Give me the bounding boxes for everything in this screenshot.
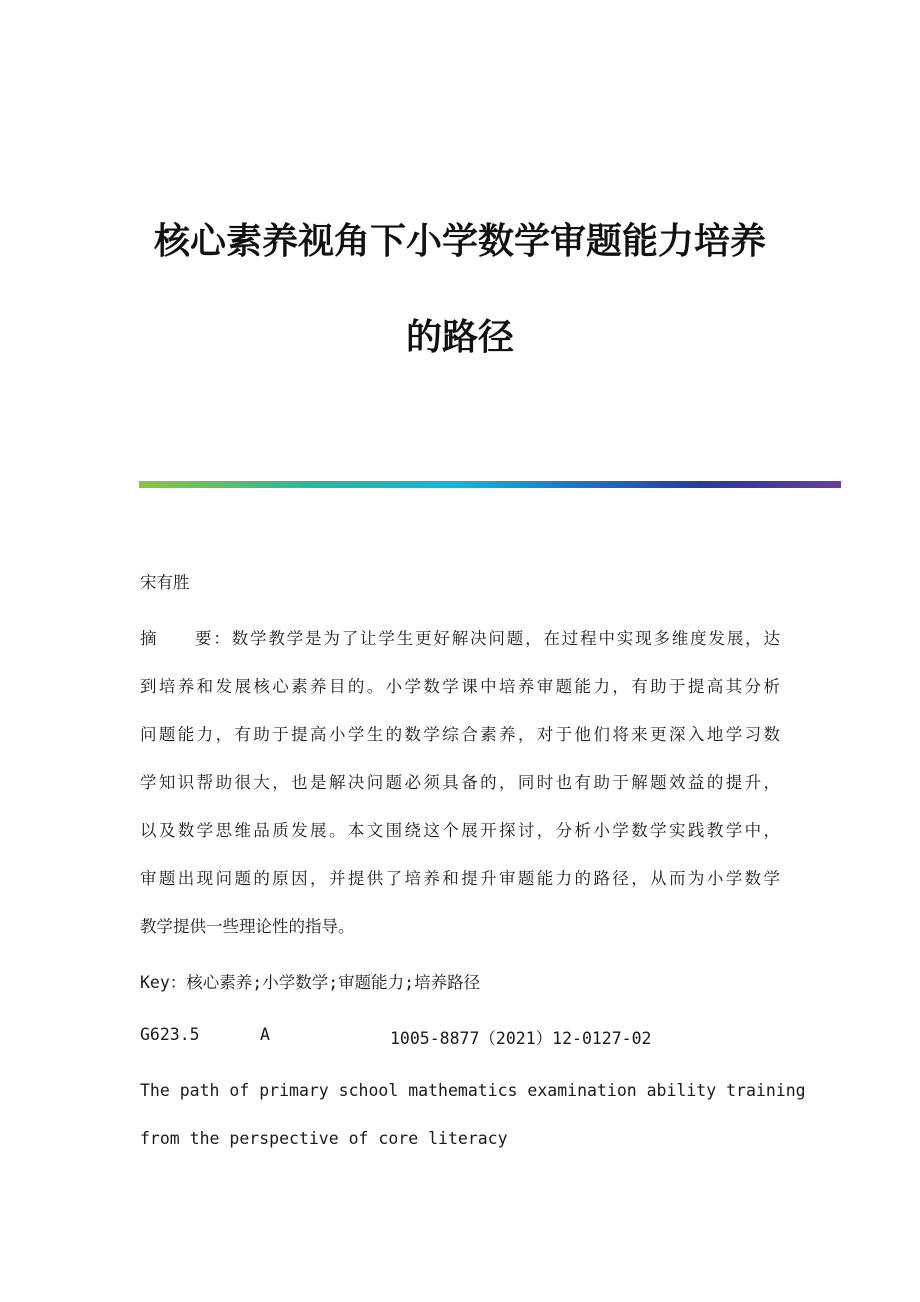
abstract-line: 审题出现问题的原因，并提供了培养和提升审题能力的路径，从而为小学数学	[140, 869, 780, 888]
abstract-line: 问题能力，有助于提高小学生的数学综合素养，对于他们将来更深入地学习数	[140, 725, 780, 744]
page-title-line-2: 的路径	[405, 316, 514, 358]
article-id: 1005-8877（2021）12-0127-02	[390, 1029, 652, 1048]
english-title-line-2: from the perspective of core literacy	[140, 1129, 508, 1148]
document-type-code: A	[260, 1025, 270, 1044]
english-title-line-1: The path of primary school mathematics examination ability training	[140, 1081, 806, 1100]
abstract-line: 摘 要：数学教学是为了让学生更好解决问题，在过程中实现多维度发展，达	[140, 629, 780, 648]
page-title-line-1: 核心素养视角下小学数学审题能力培养	[153, 220, 766, 262]
abstract-line: 到培养和发展核心素养目的。小学数学课中培养审题能力，有助于提高其分析	[140, 677, 780, 696]
abstract-line: 以及数学思维品质发展。本文围绕这个展开探讨，分析小学数学实践教学中，	[140, 821, 780, 840]
author-name: 宋有胜	[140, 573, 190, 592]
gradient-divider	[139, 481, 841, 488]
abstract-line: 学知识帮助很大，也是解决问题必须具备的，同时也有助于解题效益的提升，	[140, 773, 780, 792]
abstract-line: 教学提供一些理论性的指导。	[140, 917, 355, 936]
keywords: Key：核心素养;小学数学;审题能力;培养路径	[140, 973, 481, 992]
classification-number: G623.5	[140, 1025, 200, 1044]
